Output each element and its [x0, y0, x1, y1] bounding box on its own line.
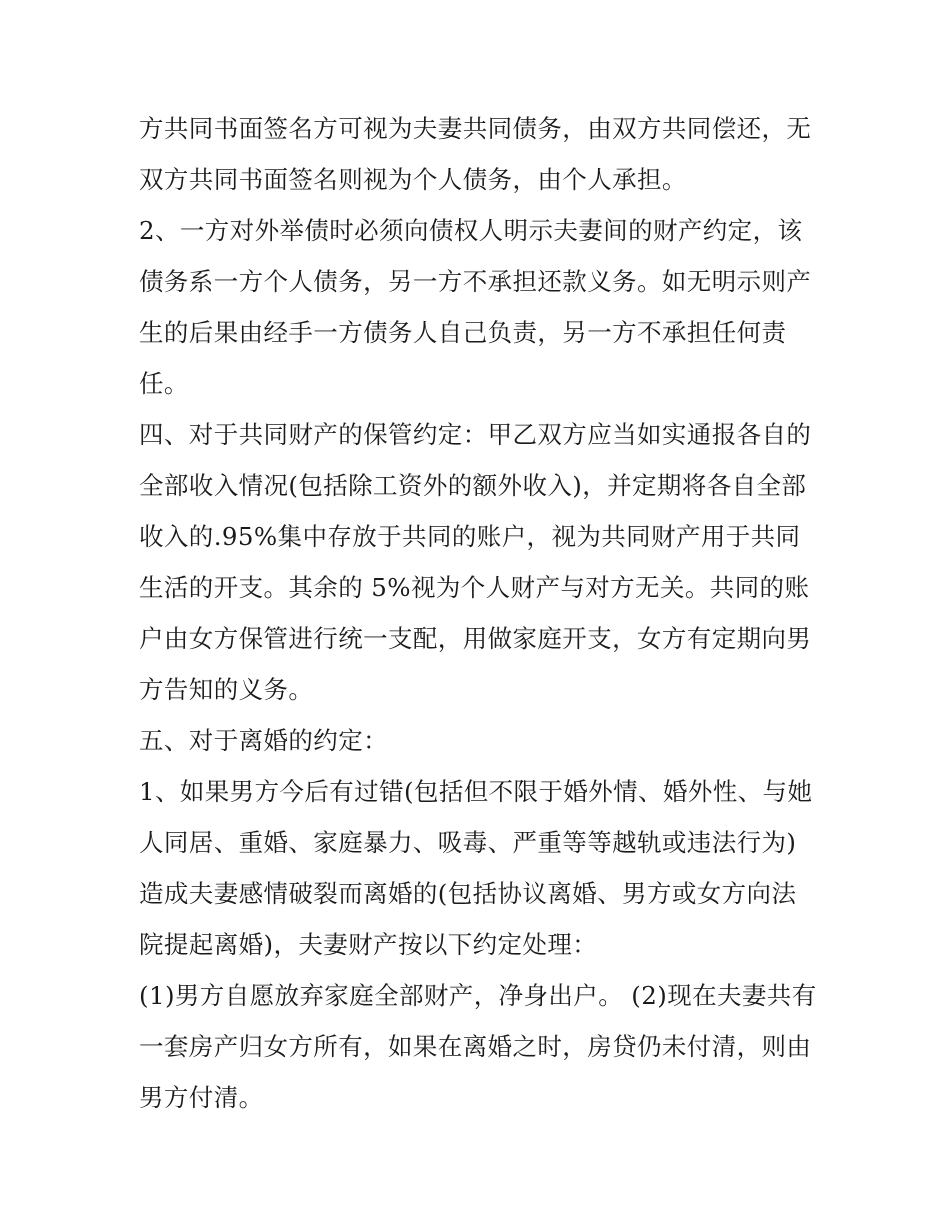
text-line: 五、对于离婚的约定：	[139, 726, 388, 755]
text-line: 收入的.95%集中存放于共同的账户，视为共同财产用于共同	[139, 522, 801, 551]
text-line: 方告知的义务。	[139, 675, 314, 704]
text-line: 人同居、重婚、家庭暴力、吸毒、严重等等越轨或违法行为)	[139, 828, 797, 857]
text-line: 四、对于共同财产的保管约定：甲乙双方应当如实通报各自的	[139, 420, 812, 449]
text-line: 造成夫妻感情破裂而离婚的(包括协议离婚、男方或女方向法	[139, 879, 797, 908]
text-line: 债务系一方个人债务，另一方不承担还款义务。如无明示则产	[139, 267, 812, 296]
text-line: 方共同书面签名方可视为夫妻共同债务，由双方共同偿还，无	[139, 114, 812, 143]
text-line: 2、一方对外举债时必须向债权人明示夫妻间的财产约定，该	[139, 216, 803, 245]
text-line: 全部收入情况(包括除工资外的额外收入)，并定期将各自全部	[139, 471, 807, 500]
text-line: 任。	[139, 369, 189, 398]
text-line: 生的后果由经手一方债务人自己负责，另一方不承担任何责	[139, 318, 787, 347]
text-line: 户由女方保管进行统一支配，用做家庭开支，女方有定期向男	[139, 624, 812, 653]
text-line: 双方共同书面签名则视为个人债务，由个人承担。	[139, 165, 687, 194]
text-line: 男方付清。	[139, 1083, 264, 1112]
text-line: 院提起离婚)，夫妻财产按以下约定处理：	[139, 930, 598, 959]
text-line: 一套房产归女方所有，如果在离婚之时，房贷仍未付清，则由	[139, 1032, 812, 1061]
document-body	[139, 103, 829, 1123]
text-line: 1、如果男方今后有过错(包括但不限于婚外情、婚外性、与她	[139, 777, 813, 806]
text-line: 生活的开支。其余的 5%视为个人财产与对方无关。共同的账	[139, 573, 810, 602]
text-line: (1)男方自愿放弃家庭全部财产，净身出户。 (2)现在夫妻共有	[139, 981, 817, 1010]
